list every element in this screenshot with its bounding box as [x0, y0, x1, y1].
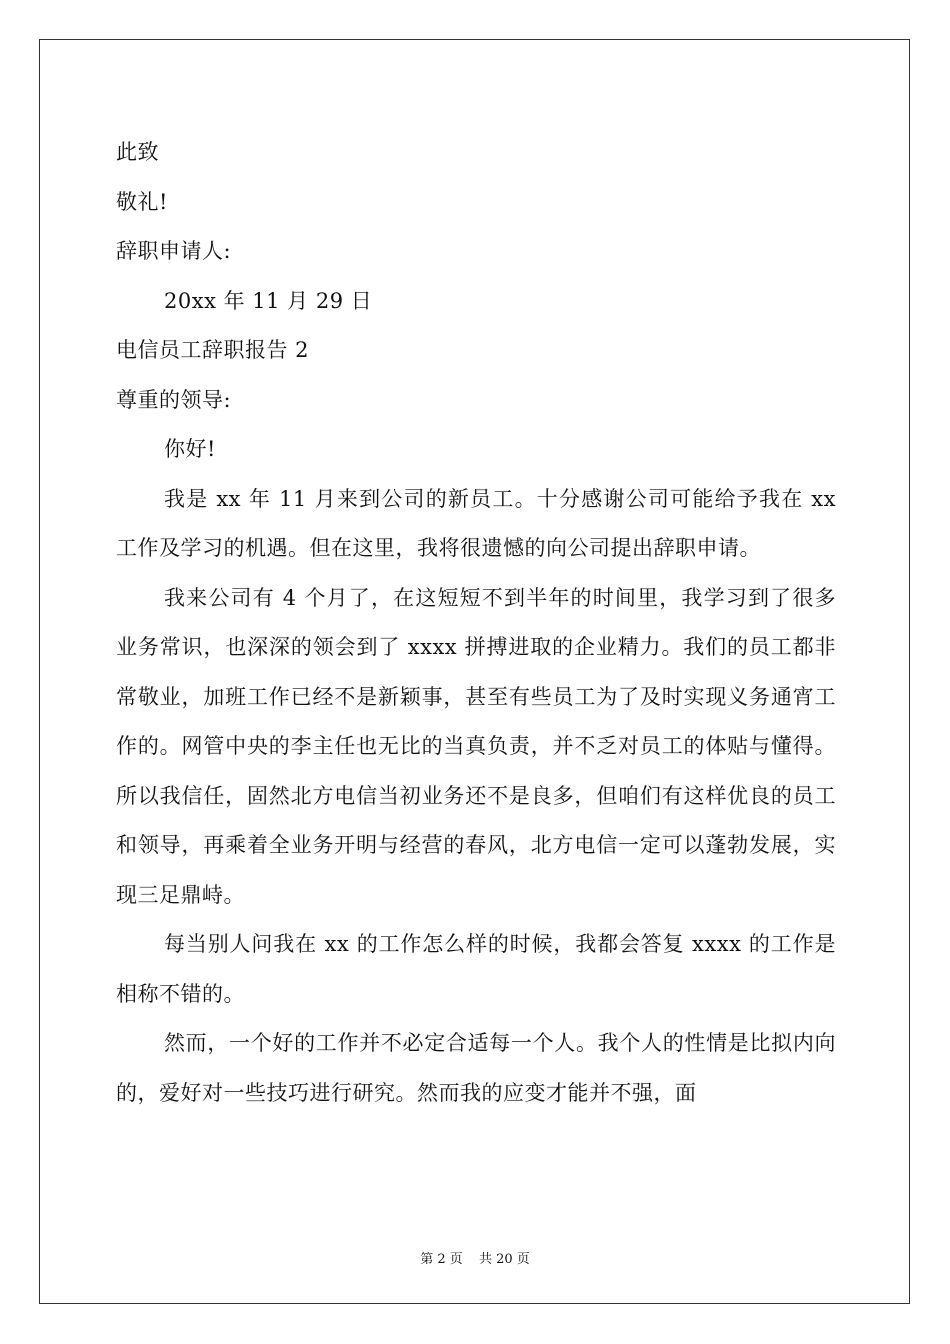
closing-line: 此致: [116, 140, 159, 164]
paragraph: 我来公司有 4 个月了，在这短短不到半年的时间里，我学习到了很多业务常识，也深深的领会到了 xxxx 拼搏进取的企业精力。我们的员工都非常敬业，加班工作已经不是新颖事，甚至有些员工为了及时实现义务通宵工作的。网管中央的李主任也无比的当真负责，并不乏对员工的体贴与懂得。所以我信任，固然北方电信当初业务还不是良多，但咱们有这样优良的员工和领导，再乘着全业务开明与经营的春风，北方电信一定可以蓬勃发展，实现三足鼎峙。: [116, 585, 836, 907]
signer-label: 辞职申请人:: [116, 239, 232, 263]
total-pages: 共 20 页: [478, 1252, 530, 1267]
section-title: 电信员工辞职报告 2: [116, 338, 310, 362]
paragraph: 每当别人问我在 xx 的工作怎么样的时候，我都会答复 xxxx 的工作是相称不错的。: [116, 932, 836, 1006]
paragraph: 我是 xx 年 11 月来到公司的新员工。十分感谢公司可能给予我在 xx 工作及学习的机遇。但在这里，我将很遗憾的向公司提出辞职申请。: [116, 486, 836, 560]
greeting-line: 你好!: [164, 437, 216, 461]
document-body: [116, 128, 836, 1118]
addressee-line: 尊重的领导:: [116, 387, 232, 412]
date-line: 20xx 年 11 月 29 日: [164, 288, 373, 313]
paragraph: 然而，一个好的工作并不必定合适每一个人。我个人的性情是比拟内向的，爱好对一些技巧进行研究。然而我的应变才能并不强，面: [116, 1031, 836, 1105]
page-footer: [0, 1248, 950, 1267]
salutation-line: 敬礼!: [116, 189, 168, 214]
page-number: 第 2 页: [420, 1252, 463, 1267]
